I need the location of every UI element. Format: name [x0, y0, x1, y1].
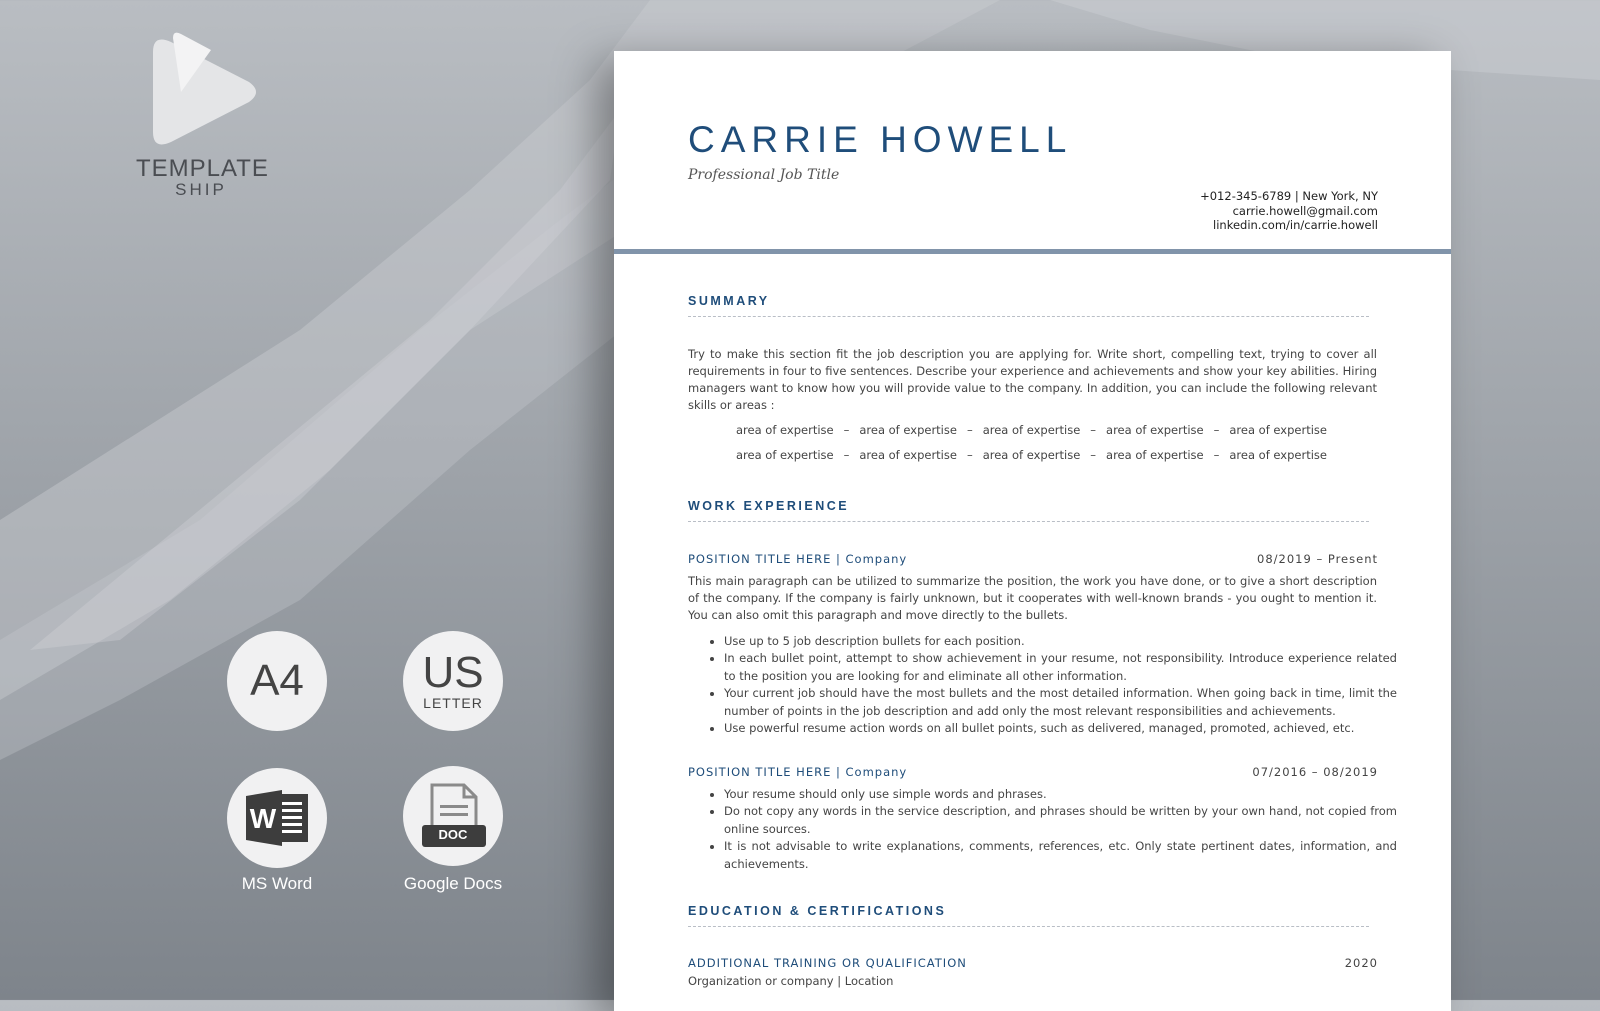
skill-separator: – — [1090, 423, 1097, 437]
logo-text-template: TEMPLATE — [136, 155, 269, 182]
job-dates: 08/2019 – Present — [1257, 552, 1378, 566]
job-position-title: POSITION TITLE HERE | Company — [688, 552, 908, 566]
ms-word-badge — [227, 768, 327, 868]
job-bullet: • Use powerful resume action words on all bullet points, such as delivered, managed, promoted, achieved, etc. — [724, 720, 1397, 737]
skill-separator: – — [843, 448, 850, 462]
skill-item: area of expertise — [1106, 448, 1204, 462]
skill-separator: – — [1090, 448, 1097, 462]
skill-separator: – — [1213, 448, 1220, 462]
job-bullet: • In each bullet point, attempt to show achievement in your resume, not responsibility. Introduce experience related to the position you are looking for and eliminate all other information. — [724, 650, 1397, 685]
contact-phone-location: +012-345-6789 | New York, NY — [1200, 189, 1378, 203]
skill-item: area of expertise — [1106, 423, 1204, 437]
skills-row — [736, 448, 1327, 462]
google-docs-label: Google Docs — [403, 874, 503, 893]
letter-label: LETTER — [423, 695, 483, 711]
summary-heading: SUMMARY — [688, 294, 770, 308]
play-logo-icon — [141, 30, 261, 155]
skill-item: area of expertise — [736, 448, 834, 462]
job-dates: 07/2016 – 08/2019 — [1252, 765, 1378, 779]
summary-paragraph: Try to make this section fit the job description you are applying for. Write short, compelling text, trying to cover all requirements in four to five sentences. Describe your experience and achievements and show your key abilities. Hiring managers want to know how you will provide value to the company. In addition, you can include the following relevant skills or areas : — [688, 347, 1377, 412]
skills-row — [736, 423, 1327, 437]
skill-item: area of expertise — [859, 448, 957, 462]
job-bullet: • Your current job should have the most bullets and the most detailed information. When going back in time, limit the number of points in the job description and add only the most relevant responsibilities and achievements. — [724, 685, 1397, 720]
word-icon — [244, 788, 310, 848]
skill-separator: – — [966, 448, 973, 462]
skill-item: area of expertise — [982, 448, 1081, 462]
education-heading: EDUCATION & CERTIFICATIONS — [688, 904, 947, 918]
resume-job-title: Professional Job Title — [688, 167, 840, 183]
us-label: US — [422, 648, 484, 697]
job-bullets — [704, 633, 1397, 737]
ms-word-label: MS Word — [241, 874, 313, 893]
contact-email: carrie.howell@gmail.com — [1232, 203, 1378, 218]
skill-separator: – — [843, 423, 850, 437]
skill-separator: – — [966, 423, 973, 437]
education-organization: Organization or company | Location — [688, 974, 894, 988]
job-description: This main paragraph can be utilized to summarize the position, the work you have done, or to give a short description of the company. If the company is fairly unknown, but it cooperates with well-known brands - you ought to mention it. You can also omit this paragraph and move directly to the bullets. — [688, 574, 1377, 622]
section-divider — [688, 316, 1369, 317]
a4-label: A4 — [250, 656, 304, 705]
resume-name: CARRIE HOWELL — [688, 119, 1073, 160]
job-bullet: • Your resume should only use simple words and phrases. — [724, 786, 1397, 803]
section-divider — [688, 926, 1369, 927]
us-letter-format-badge — [403, 631, 503, 731]
skill-item: area of expertise — [736, 423, 834, 437]
section-divider — [688, 521, 1369, 522]
education-title: ADDITIONAL TRAINING OR QUALIFICATION — [688, 956, 967, 970]
contact-linkedin: linkedin.com/in/carrie.howell — [1213, 218, 1378, 232]
skill-item: area of expertise — [1229, 448, 1327, 462]
job-position-title: POSITION TITLE HERE | Company — [688, 765, 908, 779]
template-ship-logo — [136, 30, 269, 199]
skill-item: area of expertise — [982, 423, 1081, 437]
header-divider — [614, 249, 1451, 254]
job-bullet: • It is not advisable to write explanations, comments, references, etc. Only state pertinent dates, information, and achievements. — [724, 838, 1397, 873]
svg-text:W: W — [249, 803, 277, 834]
job-bullet: • Do not copy any words in the service description, and phrases should be written by your own hand, not copied from online sources. — [724, 803, 1397, 838]
doc-tag-label: DOC — [438, 827, 468, 842]
resume-page — [614, 51, 1451, 1011]
job-bullets — [704, 786, 1397, 873]
skill-item: area of expertise — [1229, 423, 1327, 437]
work-experience-heading: WORK EXPERIENCE — [688, 499, 850, 513]
a4-format-badge — [227, 631, 327, 731]
skill-item: area of expertise — [859, 423, 957, 437]
skill-separator: – — [1213, 423, 1220, 437]
logo-text-ship: SHIP — [175, 180, 227, 199]
contact-block — [1200, 189, 1378, 233]
job-bullet: • Use up to 5 job description bullets for each position. — [724, 633, 1397, 650]
google-docs-badge — [403, 766, 503, 866]
education-year: 2020 — [1344, 956, 1378, 970]
